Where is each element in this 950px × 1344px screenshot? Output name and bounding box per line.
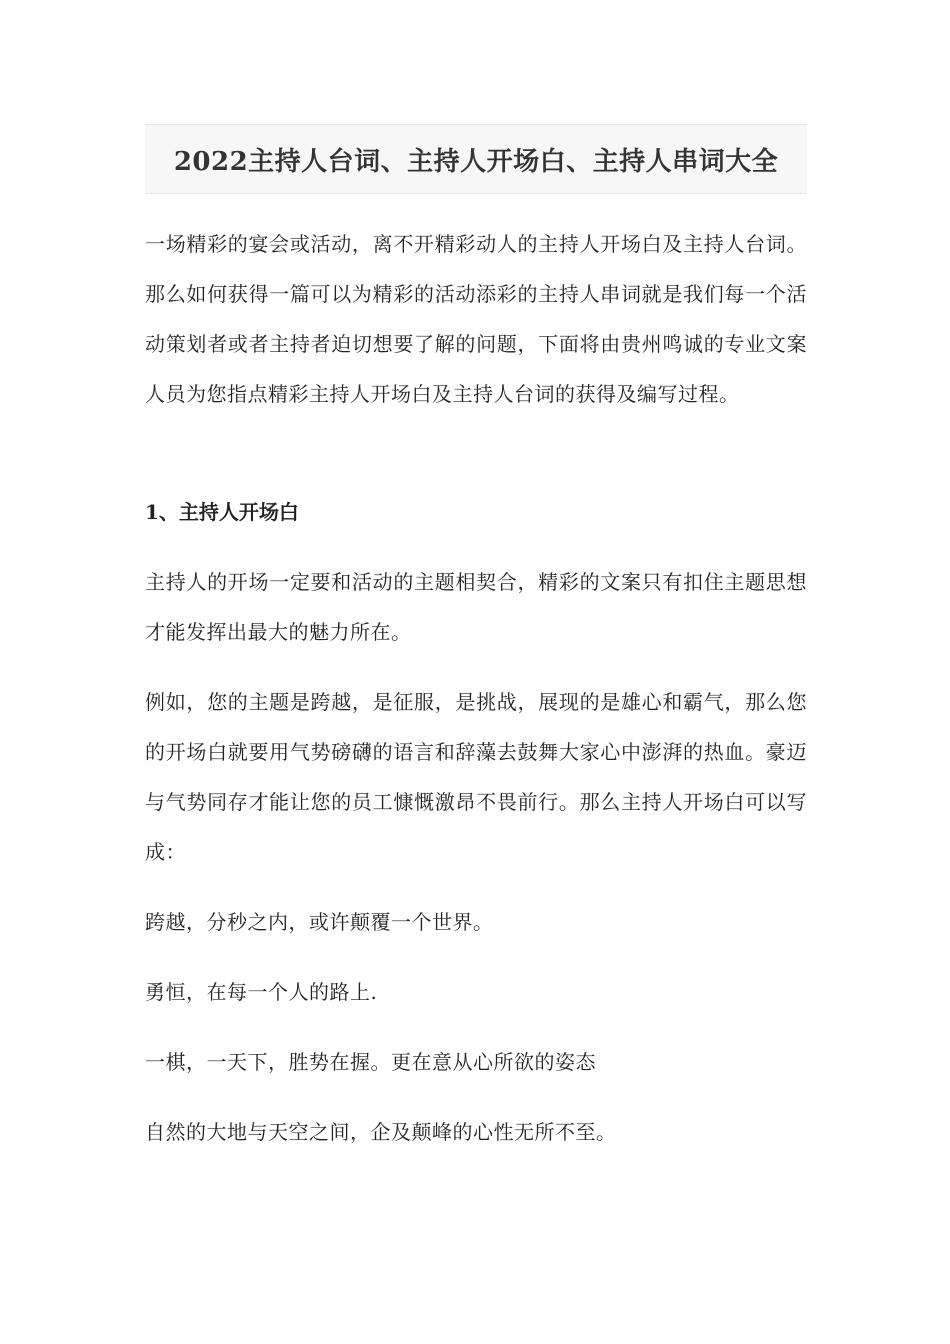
section-paragraph: 例如，您的主题是跨越，是征服，是挑战，展现的是雄心和霸气，那么您的开场白就要用气势磅礴的语言和辞藻去鼓舞大家心中澎湃的热血。豪迈与气势同存才能让您的员工慷慨激昂不畏前行。那么主持人开场白可以写成：	[145, 690, 807, 864]
section-paragraph: 一棋，一天下，胜势在握。更在意从心所欲的姿态	[145, 1050, 596, 1074]
title-box	[145, 124, 807, 194]
section-paragraph: 跨越，分秒之内，或许颠覆一个世界。	[145, 910, 494, 934]
section-paragraph: 主持人的开场一定要和活动的主题相契合，精彩的文案只有扣住主题思想才能发挥出最大的魅力所在。	[145, 570, 807, 644]
section-paragraph: 自然的大地与天空之间，企及颠峰的心性无所不至。	[145, 1120, 617, 1144]
document-title: 2022主持人台词、主持人开场白、主持人串词大全	[173, 146, 779, 177]
intro-paragraph: 一场精彩的宴会或活动，离不开精彩动人的主持人开场白及主持人台词。那么如何获得一篇可以为精彩的活动添彩的主持人串词就是我们每一个活动策划者或者主持者迫切想要了解的问题，下面将由贵州鸣诚的专业文案人员为您指点精彩主持人开场白及主持人台词的获得及编写过程。	[145, 232, 807, 406]
section-paragraph: 勇恒，在每一个人的路上.	[145, 980, 378, 1004]
section-heading-1: 1、主持人开场白	[145, 500, 299, 524]
document-page	[145, 124, 807, 1157]
